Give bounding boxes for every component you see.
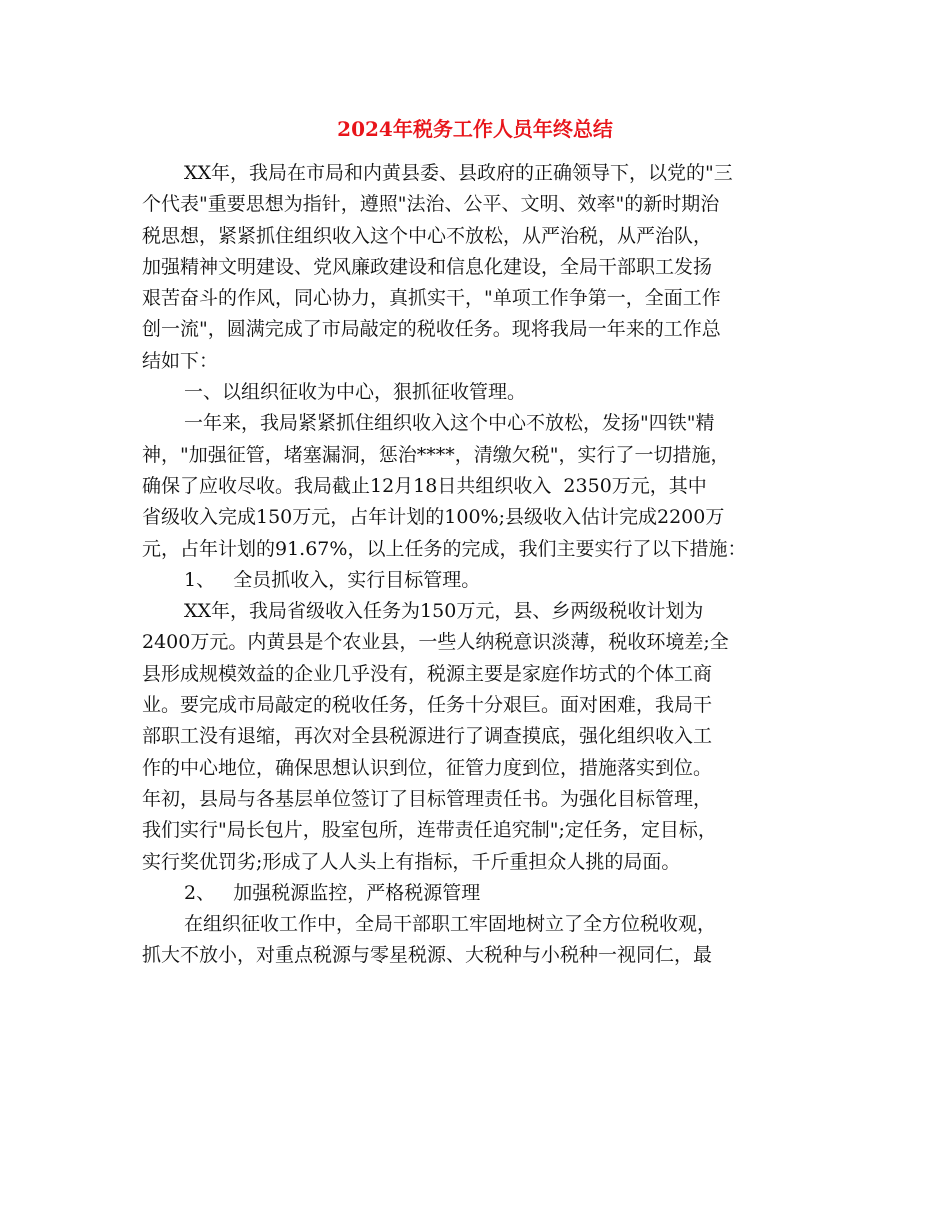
text-line: 神，"加强征管，堵塞漏洞，惩治****，清缴欠税"，实行了一切措施，: [142, 443, 730, 466]
document-title: 2024年税务工作人员年终总结: [337, 117, 613, 141]
text-line: 确保了应收尽收。我局截止12月18日共组织收入 2350万元，其中: [142, 474, 707, 497]
text-line: 2、 加强税源监控，严格税源管理: [184, 881, 481, 904]
text-line: 元，占年计划的91.67%，以上任务的完成，我们主要实行了以下措施：: [142, 537, 747, 560]
text-line: 作的中心地位，确保思想认识到位，征管力度到位，措施落实到位。: [142, 756, 713, 779]
text-line: 2400万元。内黄县是个农业县，一些人纳税意识淡薄，税收环境差;全: [142, 631, 729, 654]
text-line: 抓大不放小，对重点税源与零星税源、大税种与小税种一视同仁，最: [142, 944, 713, 967]
text-line: 税思想，紧紧抓住组织收入这个中心不放松，从严治税，从严治队，: [142, 224, 713, 247]
text-line: 实行奖优罚劣;形成了人人头上有指标，千斤重担众人挑的局面。: [142, 850, 681, 873]
text-line: 加强精神文明建设、党风廉政建设和信息化建设，全局干部职工发扬: [142, 255, 713, 278]
text-line: 1、 全员抓收入，实行目标管理。: [184, 568, 481, 591]
text-line: 业。要完成市局敲定的税收任务，任务十分艰巨。面对困难，我局干: [142, 694, 713, 717]
text-line: 省级收入完成150万元，占年计划的100%;县级收入估计完成2200万: [142, 506, 725, 529]
text-line: 年初，县局与各基层单位签订了目标管理责任书。为强化目标管理，: [142, 787, 713, 810]
text-line: 结如下：: [142, 349, 219, 372]
text-line: 我们实行"局长包片，股室包所，连带责任追究制";定任务，定目标，: [142, 819, 717, 842]
text-line: XX年，我局省级收入任务为150万元，县、乡两级税收计划为: [184, 600, 704, 623]
text-line: XX年，我局在市局和内黄县委、县政府的正确领导下，以党的"三: [184, 162, 733, 184]
text-line: 部职工没有退缩，再次对全县税源进行了调查摸底，强化组织收入工: [142, 725, 713, 748]
text-line: 一年来，我局紧紧抓住组织收入这个中心不放松，发扬"四铁"精: [184, 412, 715, 435]
text-line: 一、以组织征收为中心，狠抓征收管理。: [184, 381, 527, 404]
document-body: [142, 158, 812, 972]
text-line: 在组织征收工作中，全局干部职工牢固地树立了全方位税收观，: [184, 913, 717, 936]
text-line: 个代表"重要思想为指针，遵照"法治、公平、文明、效率"的新时期治: [142, 193, 720, 216]
text-line: 县形成规模效益的企业几乎没有，税源主要是家庭作坊式的个体工商: [142, 662, 713, 685]
text-line: 艰苦奋斗的作风，同心协力，真抓实干，"单项工作争第一，全面工作: [142, 287, 721, 310]
text-line: 创一流"，圆满完成了市局敲定的税收任务。现将我局一年来的工作总: [142, 318, 721, 341]
